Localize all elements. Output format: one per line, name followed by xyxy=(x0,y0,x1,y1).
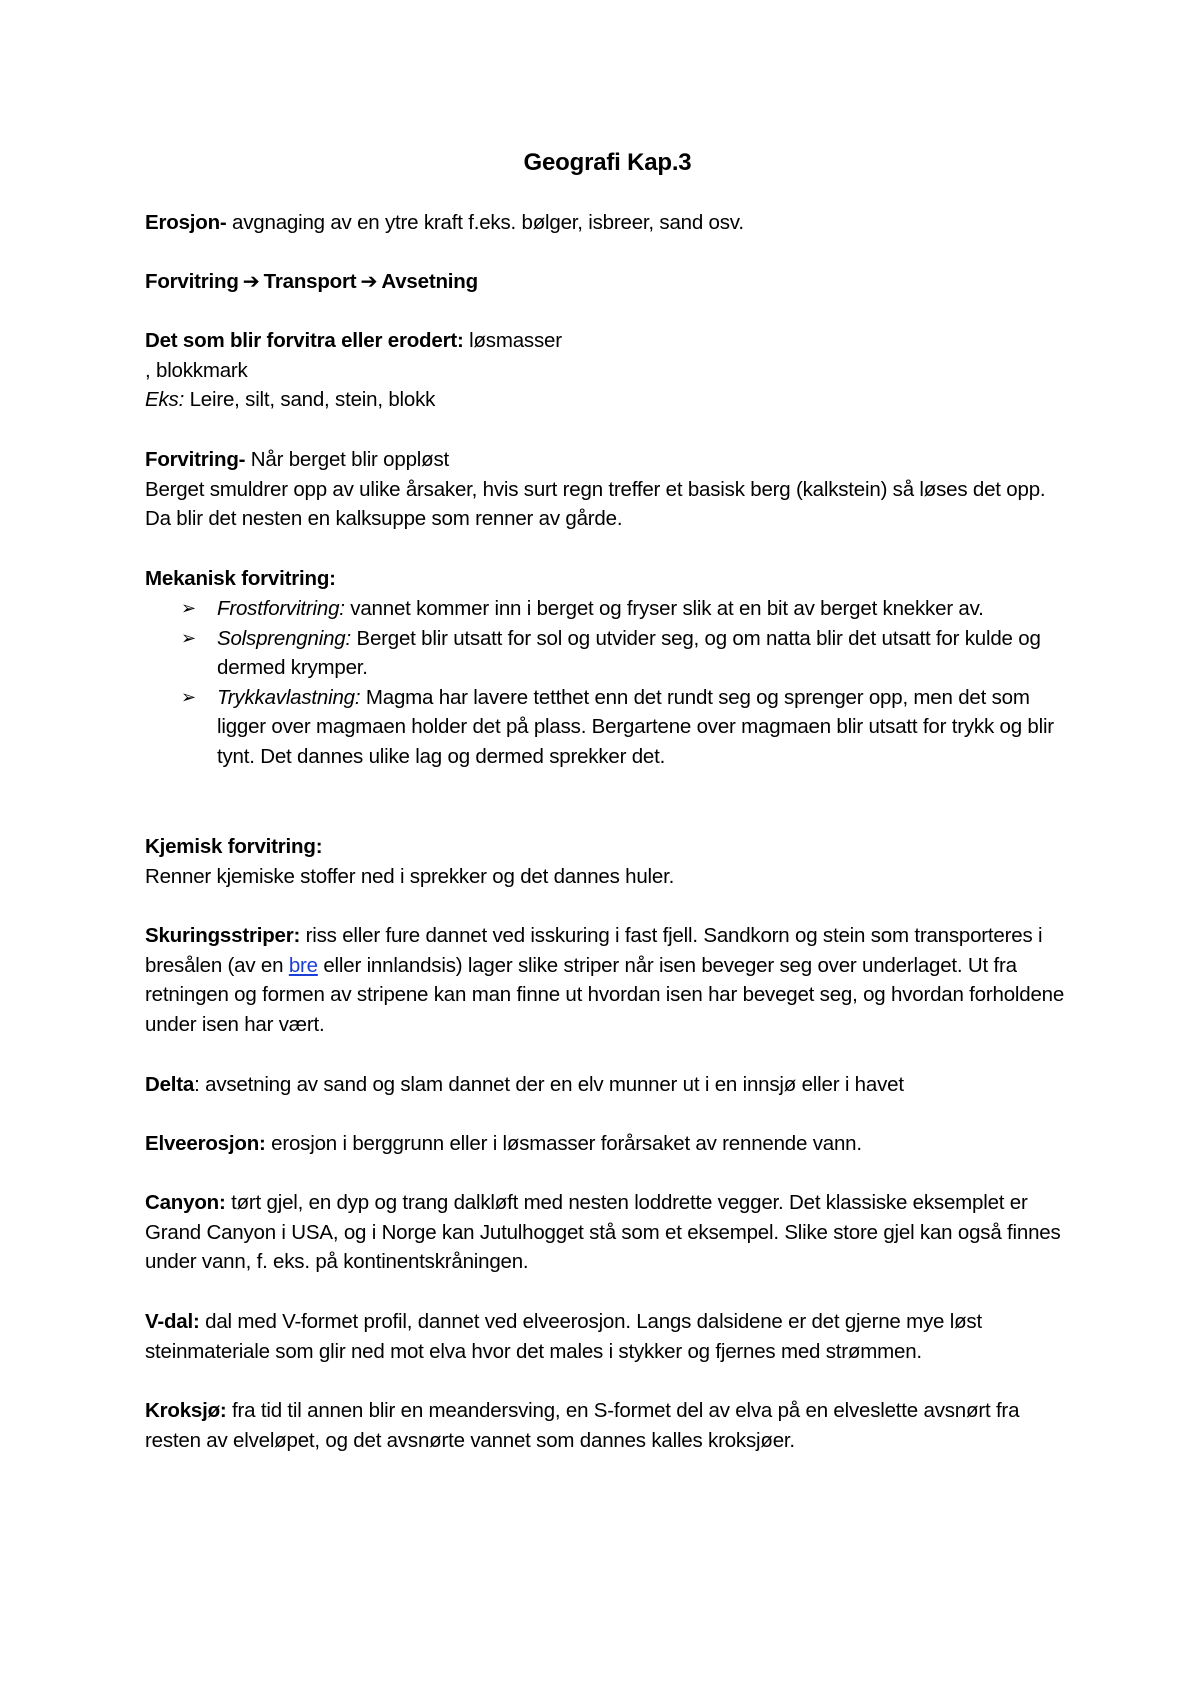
list-item xyxy=(145,594,1070,624)
losmasser-example xyxy=(145,385,1070,415)
list-mekanisk xyxy=(145,594,1070,771)
heading-kjemisk: Kjemisk forvitring: xyxy=(145,835,323,858)
skuring-text-after: eller innlandsis) lager slike striper når isen beveger seg over underlaget. Ut fra retningen og formen av stripene kan man finne ut hvordan isen har beveget seg, og hvordan forholdene under isen har vært. xyxy=(145,953,1065,1036)
paragraph-erosjon xyxy=(145,208,1070,238)
example-label: Eks: xyxy=(145,388,185,411)
definition-solsprengning: Berget blir utsatt for sol og utvider seg, og om natta blir det utsatt for kulde og dermed krymper. xyxy=(217,626,1041,679)
definition-trykkavlastning: Magma har lavere tetthet enn det rundt seg og sprenger opp, men det som ligger over magmaen holder det på plass. Bergartene over magmaen blir utsatt for trykk og blir tynt. Det dannes ulike lag og dermed sprekker det. xyxy=(217,685,1054,768)
term-canyon: Canyon: xyxy=(145,1191,226,1214)
definition-elveerosjon: erosjon i berggrunn eller i løsmasser forårsaket av rennende vann. xyxy=(265,1132,862,1155)
losmasser-line xyxy=(145,326,1070,356)
paragraph-vdal xyxy=(145,1307,1070,1366)
process-step-avsetning: Avsetning xyxy=(381,270,478,293)
arrow-right-icon: ➔ xyxy=(242,270,260,293)
page-title: Geografi Kap.3 xyxy=(523,149,692,176)
paragraph-canyon xyxy=(145,1188,1070,1277)
definition-losmasser: løsmasser xyxy=(463,329,562,352)
paragraph-forvitring xyxy=(145,445,1070,534)
paragraph-skuringsstriper xyxy=(145,921,1070,1039)
definition-frostforvitring: vannet kommer inn i berget og fryser slik at en bit av berget knekker av. xyxy=(344,597,984,620)
term-delta: Delta xyxy=(145,1073,195,1096)
definition-delta: : avsetning av sand og slam dannet der en elv munner ut i en innsjø eller i havet xyxy=(194,1073,904,1096)
heading-mekanisk: Mekanisk forvitring: xyxy=(145,567,336,590)
paragraph-kjemisk xyxy=(145,832,1070,891)
definition-vdal: dal med V-formet profil, dannet ved elveerosjon. Langs dalsidene er det gjerne mye løst steinmateriale som glir ned mot elva hvor det males i stykker og fjernes med strømmen. xyxy=(145,1310,982,1363)
paragraph-delta xyxy=(145,1070,1070,1100)
arrowhead-bullet-icon: ➢ xyxy=(181,627,196,648)
paragraph-losmasser xyxy=(145,326,1070,415)
arrowhead-bullet-icon: ➢ xyxy=(181,598,196,618)
term-solsprengning: Solsprengning: xyxy=(217,626,351,650)
paragraph-kroksjo xyxy=(145,1396,1070,1455)
forvitring-body: Berget smuldrer opp av ulike årsaker, hvis surt regn treffer et basisk berg (kalkstein) så løses det opp. Da blir det nesten en kalksuppe som renner av gårde. xyxy=(145,477,1046,530)
process-step-forvitring: Forvitring xyxy=(145,270,239,293)
paragraph-process xyxy=(145,267,1070,297)
paragraph-elveerosjon xyxy=(145,1129,1070,1159)
term-skuringsstriper: Skuringsstriper: xyxy=(145,924,301,947)
definition-canyon: tørt gjel, en dyp og trang dalkløft med nesten loddrette vegger. Det klassiske eksemplet er Grand Canyon i USA, og i Norge kan Jutulhogget stå som et eksempel. Slike store gjel kan også finnes under vann, f. eks. på kontinentskråningen. xyxy=(145,1191,1061,1273)
link-bre[interactable]: bre xyxy=(288,953,318,977)
example-text: Leire, silt, sand, stein, blokk xyxy=(184,388,436,411)
list-item xyxy=(145,683,1070,772)
term-erosjon: Erosjon- xyxy=(145,211,227,234)
term-elveerosjon: Elveerosjon: xyxy=(145,1132,266,1155)
term-frostforvitring: Frostforvitring: xyxy=(217,597,345,620)
losmasser-line2: , blokkmark xyxy=(145,358,248,382)
term-losmasser: Det som blir forvitra eller erodert: xyxy=(145,329,464,352)
term-forvitring: Forvitring- xyxy=(145,448,246,471)
term-kroksjo: Kroksjø: xyxy=(145,1399,227,1422)
skuring-text-before: riss eller fure dannet ved isskuring i fast fjell. Sandkorn og stein som transporteres i bresålen (av en xyxy=(145,924,1043,977)
definition-erosjon: avgnaging av en ytre kraft f.eks. bølger, isbreer, sand osv. xyxy=(226,211,744,234)
arrowhead-bullet-icon: ➢ xyxy=(181,686,196,707)
term-vdal: V-dal: xyxy=(145,1310,200,1333)
arrow-right-icon: ➔ xyxy=(360,270,378,293)
definition-kroksjo: fra tid til annen blir en meandersving, en S-formet del av elva på en elveslette avsnørt fra resten av elveløpet, og det avsnørte vannet som dannes kalles kroksjøer. xyxy=(145,1399,1020,1452)
process-step-transport: Transport xyxy=(263,270,357,293)
kjemisk-body: Renner kjemiske stoffer ned i sprekker og det dannes huler. xyxy=(145,864,675,888)
forvitring-line xyxy=(145,445,1070,475)
list-item xyxy=(145,624,1070,683)
term-trykkavlastning: Trykkavlastning: xyxy=(217,685,361,709)
definition-forvitring: Når berget blir oppløst xyxy=(245,448,450,471)
